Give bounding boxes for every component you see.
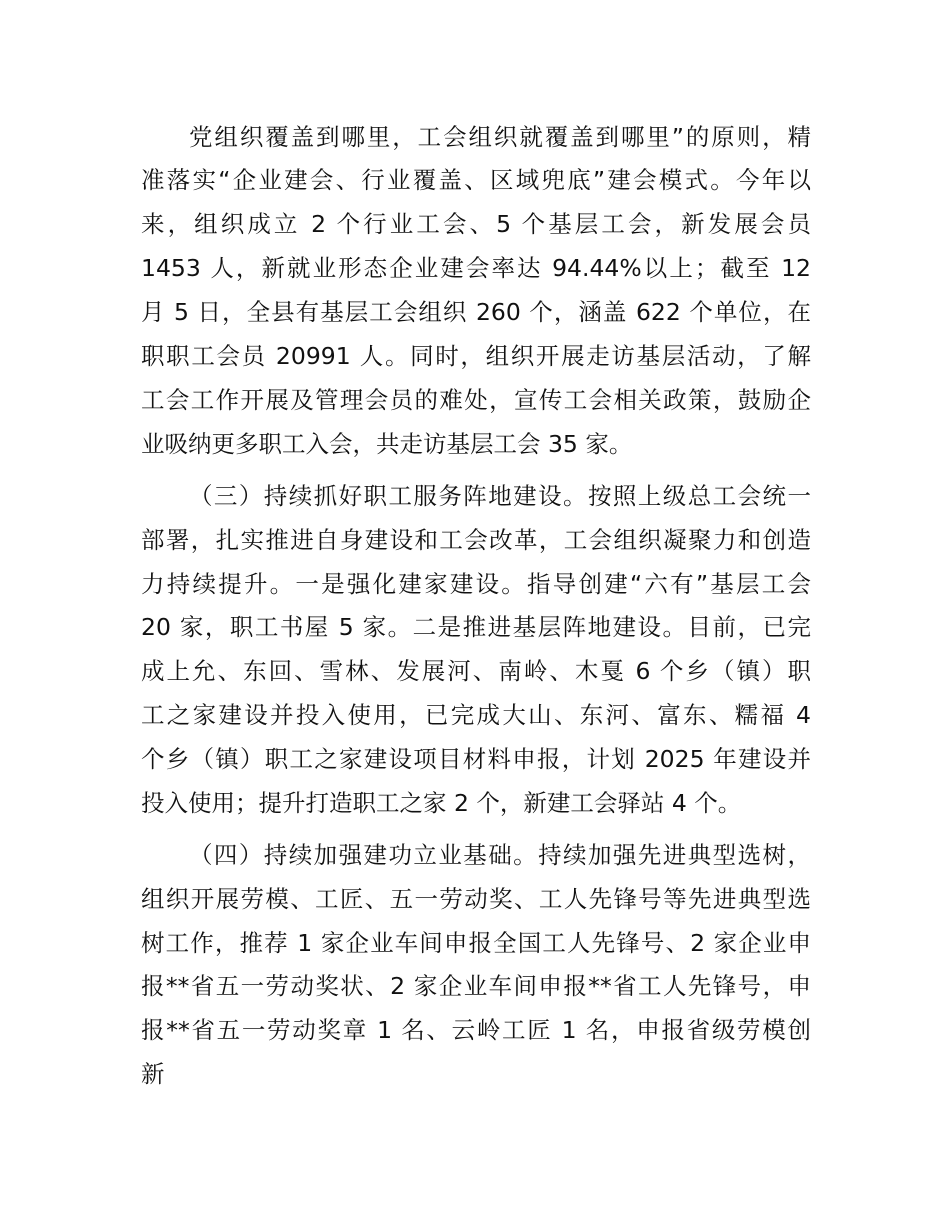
paragraph-line: 树工作，推荐 1 家企业车间申报全国工人先锋号、2 家企业申	[141, 929, 811, 957]
paragraph-line: 月 5 日，全县有基层工会组织 260 个，涵盖 622 个单位，在	[141, 298, 811, 326]
paragraph-line: 业吸纳更多职工入会，共走访基层工会 35 家。	[141, 430, 633, 458]
paragraph-line: 成上允、东回、雪林、发展河、南岭、木戛 6 个乡（镇）职	[141, 657, 811, 685]
paragraph-line: 工会工作开展及管理会员的难处，宣传工会相关政策，鼓励企	[141, 386, 811, 414]
paragraph-line: （四）持续加强建功立业基础。持续加强先进典型选树，	[189, 841, 811, 869]
paragraph-line: 新	[141, 1060, 165, 1088]
paragraph-line: 力持续提升。一是强化建家建设。指导创建“六有”基层工会	[141, 570, 811, 598]
paragraph-line: （三）持续抓好职工服务阵地建设。按照上级总工会统一	[189, 482, 811, 510]
paragraph-line: 个乡（镇）职工之家建设项目材料申报，计划 2025 年建设并	[141, 745, 811, 773]
paragraph-line: 报**省五一劳动奖章 1 名、云岭工匠 1 名，申报省级劳模创	[141, 1016, 811, 1044]
paragraph-line: 职职工会员 20991 人。同时，组织开展走访基层活动，了解	[141, 342, 811, 370]
paragraph-line: 组织开展劳模、工匠、五一劳动奖、工人先锋号等先进典型选	[141, 885, 811, 913]
paragraph-line: 部署，扎实推进自身建设和工会改革，工会组织凝聚力和创造	[141, 526, 811, 554]
paragraph-line: 20 家，职工书屋 5 家。二是推进基层阵地建设。目前，已完	[141, 613, 811, 641]
paragraph-line: 报**省五一劳动奖状、2 家企业车间申报**省工人先锋号，申	[141, 972, 811, 1000]
paragraph-line: 投入使用；提升打造职工之家 2 个，新建工会驿站 4 个。	[141, 789, 742, 817]
paragraph-line: 来，组织成立 2 个行业工会、5 个基层工会，新发展会员	[141, 210, 811, 238]
paragraph-line: 工之家建设并投入使用，已完成大山、东河、富东、糯福 4	[141, 701, 811, 729]
paragraph-line: 1453 人，新就业形态企业建会率达 94.44%以上；截至 12	[141, 254, 811, 282]
paragraph-line: 准落实“企业建会、行业覆盖、区域兜底”建会模式。今年以	[141, 166, 811, 194]
paragraph-line: 党组织覆盖到哪里，工会组织就覆盖到哪里”的原则，精	[189, 123, 811, 151]
